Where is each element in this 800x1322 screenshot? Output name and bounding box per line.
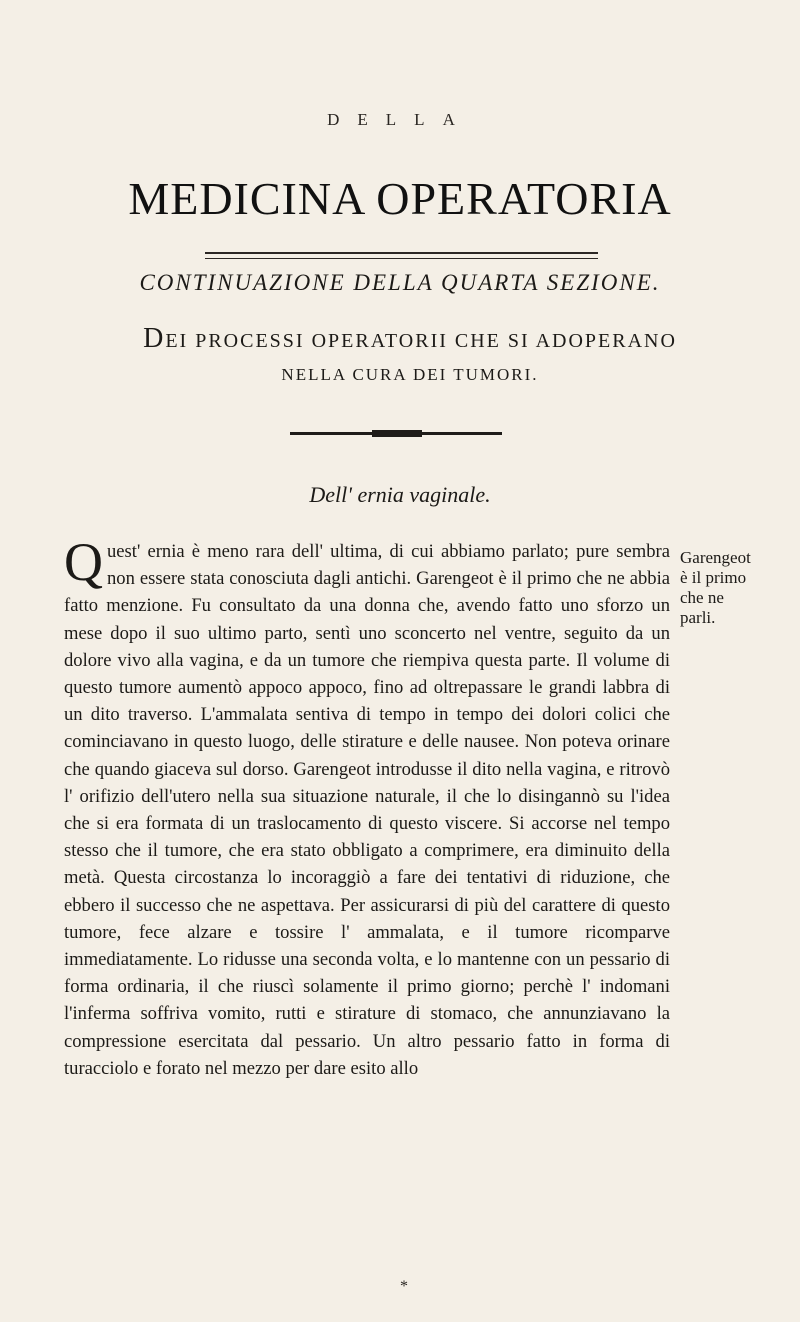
section-heading-initial: D: [143, 323, 166, 354]
margin-note: Garengeot è il primo che ne parli.: [680, 548, 751, 627]
signature-mark: *: [400, 1278, 408, 1295]
drop-cap: Q: [64, 532, 103, 592]
section-heading-line-1-rest: EI PROCESSI OPERATORII CHE SI ADOPERANO: [165, 330, 677, 352]
page-title: MEDICINA OPERATORIA: [128, 173, 672, 224]
continuation-heading: CONTINUAZIONE DELLA QUARTA SEZIONE.: [139, 270, 661, 295]
body-text-content: uest' ernia è meno rara dell' ultima, di cui abbiamo parlato; pure sembra non essere stata conosciuta dagli antichi. Garengeot è il primo che ne abbia fatto menzione. Fu consultato da una donna che, avendo fatto uno sforzo un mese dopo il suo ultimo parto, sentì uno sconcerto nel ventre, seguito da un dolore vivo alla vagina, e da un tumore che riempiva questa parte. Il volume di questo tumore aumentò appoco appoco, fino ad oltrepassare le grandi labbra di un dito traverso. L'ammalata sentiva di tempo in tempo dei dolori colici che cominciavano in questo luogo, delle stirature e delle nausee. Non poteva orinare che quando giaceva sul dorso. Garengeot introdusse il dito nella vagina, e ritrovò l' orifizio dell'utero nella sua situazione naturale, il che lo disingannò su l'idea che si era formata di un traslocamento di questo viscere. Si accorse nel tempo stesso che il tumore, che era stato obbligato a comprimere, era diminuito della metà. Questa circostanza lo incoraggiò a fare dei tentativi di riduzione, che ebbero il successo che ne aspettava. Per assicurarsi di più del carattere di questo tumore, fece alzare e tossire l' ammalata, e il tumore ricomparve immediatamente. Lo ridusse una seconda volta, e lo mantenne con un pessario di forma ordinaria, il che riuscì solamente il primo giorno; perchè l' indomani l'inferma soffriva vomito, rutti e stirature di stomaco, che annunziavano la compressione esercitata dal pessario. Un altro pessario fatto in forma di turacciolo e forato nel mezzo per dare esito allo: [64, 541, 670, 1079]
section-heading-line-1: [90, 320, 730, 360]
kicker: DELLA: [327, 110, 473, 129]
body-paragraph: [64, 532, 670, 1082]
chapter-subheading: Dell' ernia vaginale.: [309, 482, 491, 507]
ornament-divider: [290, 432, 502, 435]
double-rule-divider: [205, 252, 598, 259]
section-heading: [90, 320, 730, 390]
section-heading-line-2: NELLA CURA DEI TUMORI.: [281, 365, 539, 384]
